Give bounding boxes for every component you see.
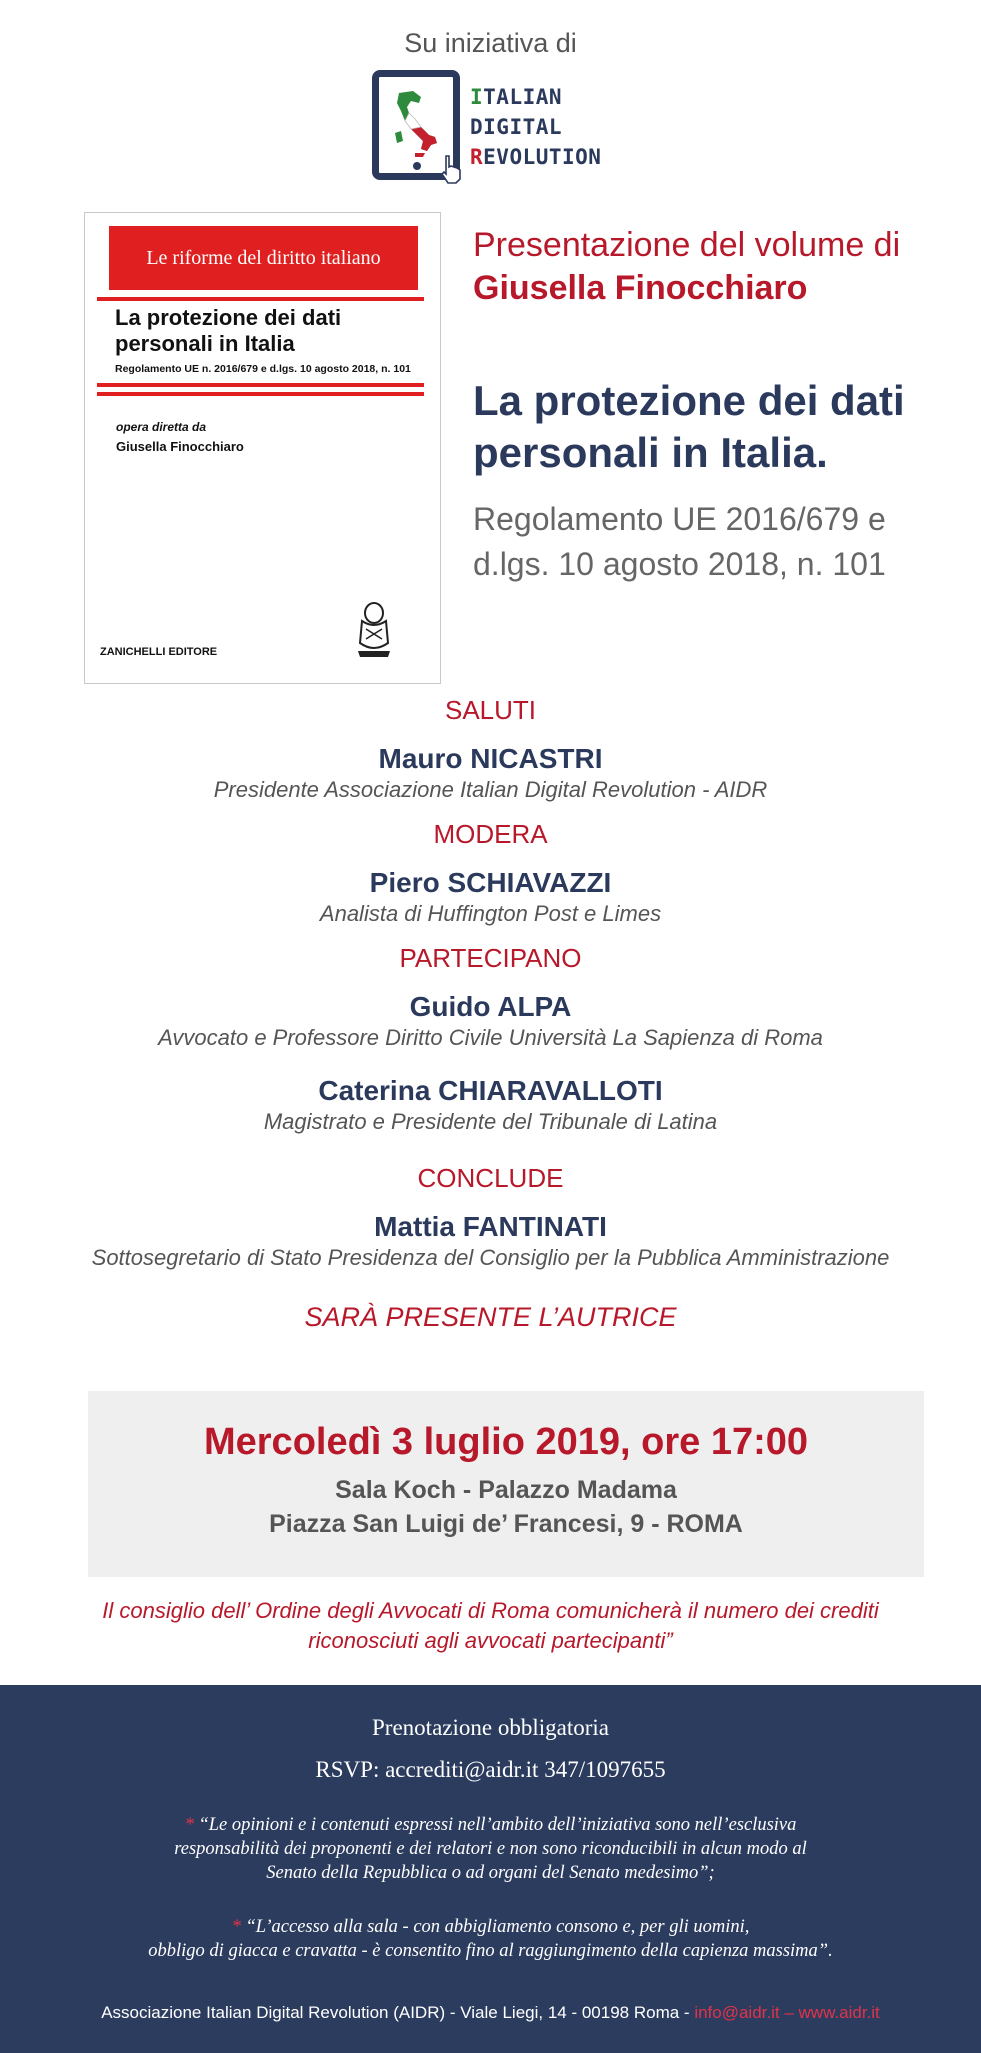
speaker-name: Piero SCHIAVAZZI [369, 867, 612, 898]
volume-subtitle: Regolamento UE 2016/679 e d.lgs. 10 agosto 2018, n. 101 [473, 501, 886, 582]
book-series: Le riforme del diritto italiano [109, 226, 418, 290]
book-subtitle: Regolamento UE n. 2016/679 e d.lgs. 10 agosto 2018, n. 101 [115, 363, 411, 375]
disclaimer-opinions: * “Le opinioni e i contenuti espressi nell’ambito dell’iniziativa sono nell’esclusiva responsabilità dei proponenti e dei relatori e non sono riconducibili in alcun modo al Senato della Repubblica o ad organi del Senato medesimo”; [174, 1815, 807, 1883]
event-date: Mercoledì 3 luglio 2019, ore 17:00 [203, 1421, 809, 1463]
rsvp-contact[interactable]: RSVP: accrediti@aidr.it 347/1097655 [315, 1757, 666, 1782]
divider [97, 392, 424, 396]
author-present-note: SARÀ PRESENTE L’AUTRICE [304, 1302, 677, 1332]
volume-title: La protezione dei dati personali in Italia. [473, 377, 905, 476]
section-partecipano: PARTECIPANO [399, 943, 582, 973]
footer [0, 1685, 981, 2053]
presentation-line: Presentazione del volume di [473, 226, 901, 264]
event-location [88, 1473, 924, 1541]
program [0, 690, 981, 1333]
speaker-role: Magistrato e Presidente del Tribunale di Latina [263, 1109, 718, 1134]
speaker-name: Caterina CHIARAVALLOTI [318, 1075, 663, 1106]
logo-wordmark: ITALIAN DIGITAL REVOLUTION [470, 85, 602, 169]
divider [97, 383, 424, 387]
credits-note: Il consiglio dell’ Ordine degli Avvocati di Roma comunicherà il numero dei crediti riconosciuti agli avvocati partecipanti” [102, 1598, 879, 1653]
initiative-label: Su iniziativa di [404, 28, 577, 58]
booking-required: Prenotazione obbligatoria [372, 1715, 609, 1740]
publisher-emblem-icon [354, 599, 394, 659]
section-saluti: SALUTI [444, 695, 537, 725]
event-address: Piazza San Luigi de’ Francesi, 9 - ROMA [269, 1510, 743, 1538]
aidr-logo [372, 70, 642, 185]
speaker-name: Mauro NICASTRI [378, 743, 603, 774]
book-cover [84, 212, 441, 684]
section-modera: MODERA [433, 819, 548, 849]
speaker-role: Analista di Huffington Post e Limes [319, 901, 662, 926]
event-date-box [88, 1391, 924, 1577]
speaker-role: Presidente Associazione Italian Digital Revolution - AIDR [213, 777, 768, 802]
book-directed-by: opera diretta da [116, 420, 207, 434]
speaker-name: Guido ALPA [409, 991, 572, 1022]
book-author: Giusella Finocchiaro [116, 439, 244, 454]
section-conclude: CONCLUDE [417, 1163, 564, 1193]
hand-cursor-icon [438, 154, 464, 184]
volume-title-block [473, 375, 953, 587]
event-venue: Sala Koch - Palazzo Madama [335, 1476, 677, 1504]
presentation-author: Giusella Finocchiaro [473, 269, 808, 307]
book-publisher: ZANICHELLI EDITORE [100, 646, 218, 658]
association-address: Associazione Italian Digital Revolution (AIDR) - Viale Liegi, 14 - 00198 Roma - info@aidr.it – www.aidr.it [101, 2003, 880, 2022]
divider [97, 297, 424, 301]
disclaimer-dress-code: * “L’accesso alla sala - con abbigliamento consono e, per gli uomini, obbligo di giacca e cravatta - è consentito fino al raggiungimento della capienza massima”. [148, 1917, 833, 1961]
contact-links[interactable]: info@aidr.it – www.aidr.it [694, 2003, 880, 2022]
speaker-name: Mattia FANTINATI [374, 1211, 607, 1242]
book-title: La protezione dei dati personali in Italia [115, 305, 342, 356]
speaker-role: Avvocato e Professore Diritto Civile Università La Sapienza di Roma [158, 1025, 823, 1050]
speaker-role: Sottosegretario di Stato Presidenza del Consiglio per la Pubblica Amministrazione [91, 1245, 890, 1270]
presentation-heading [473, 224, 900, 310]
